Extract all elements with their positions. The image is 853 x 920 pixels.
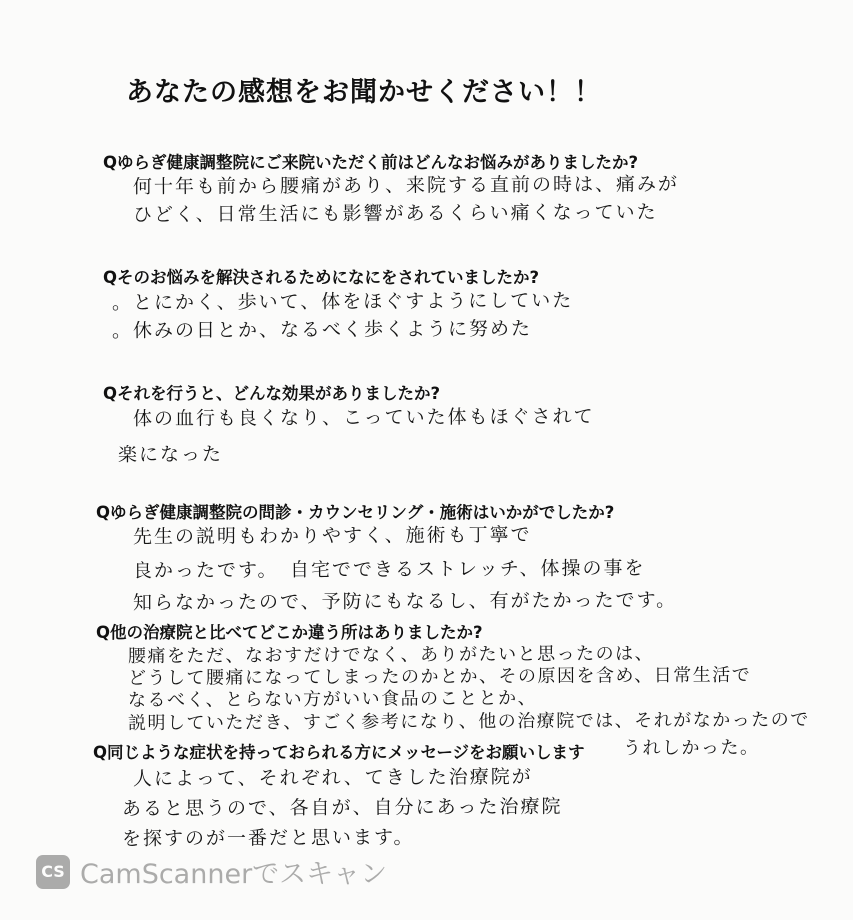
answer-4-line-3: 知らなかったので、予防にもなるし、有がたかったです。 xyxy=(132,589,678,614)
camscanner-watermark xyxy=(36,852,387,891)
page-title: あなたの感想をお聞かせください！！ xyxy=(126,77,602,108)
question-4: Qゆらぎ健康調整院の問診・カウンセリング・施術はいかがでしたか? xyxy=(96,503,615,522)
question-3: Qそれを行うと、どんな効果がありましたか? xyxy=(103,384,441,403)
answer-4-line-1: 先生の説明もわかりやすく、施術も丁寧で xyxy=(132,523,532,548)
answer-3-line-1: 体の血行も良くなり、こっていた体もほぐされて xyxy=(132,405,595,430)
answer-5-line-2: どうして腰痛になってしまったのかとか、その原因を含め、日常生活で xyxy=(127,664,752,689)
answer-1-line-1: 何十年も前から腰痛があり、来院する直前の時は、痛みが xyxy=(132,173,680,198)
answer-4-line-2: 良かったです。 自宅でできるストレッチ、体操の事を xyxy=(132,557,646,582)
answer-3-line-2: 楽になった xyxy=(117,443,224,466)
answer-6-line-3: を探すのが一番だと思います。 xyxy=(121,826,415,850)
answer-5-line-4: 説明していただき、すごく参考になり、他の治療院では、それがなかったので xyxy=(127,709,810,734)
question-2: Qそのお悩みを解決されるためになにをされていましたか? xyxy=(103,268,540,287)
answer-6-line-1: 人によって、それぞれ、てきした治療院が xyxy=(132,765,533,790)
question-6: Q同じような症状を持っておられる方にメッセージをお願いします xyxy=(93,743,585,762)
answer-5-line-5: うれしかった。 xyxy=(622,737,760,759)
answer-1-line-2: ひどく、日常生活にも影響があるくらい痛くなっていた xyxy=(132,201,658,226)
answer-2-line-2: 。休みの日とか、なるべく歩くように努めた xyxy=(111,317,533,342)
answer-2-line-1: 。とにかく、歩いて、体をほぐすようにしていた xyxy=(111,289,574,314)
answer-5-line-1: 腰痛をただ、なおすだけでなく、ありがたいと思ったのは、 xyxy=(127,643,655,667)
camscanner-logo-icon: CS xyxy=(36,855,70,889)
question-5: Q他の治療院と比べてどこか違う所はありましたか? xyxy=(96,623,483,642)
camscanner-text: CamScannerでスキャン xyxy=(80,859,388,890)
answer-6-line-2: あると思うので、各自が、自分にあった治療院 xyxy=(121,795,563,820)
question-1: Qゆらぎ健康調整院にご来院いただく前はどんなお悩みがありましたか? xyxy=(103,153,639,172)
answer-5-line-3: なるべく、とらない方がいい食品のこととか、 xyxy=(127,687,538,711)
